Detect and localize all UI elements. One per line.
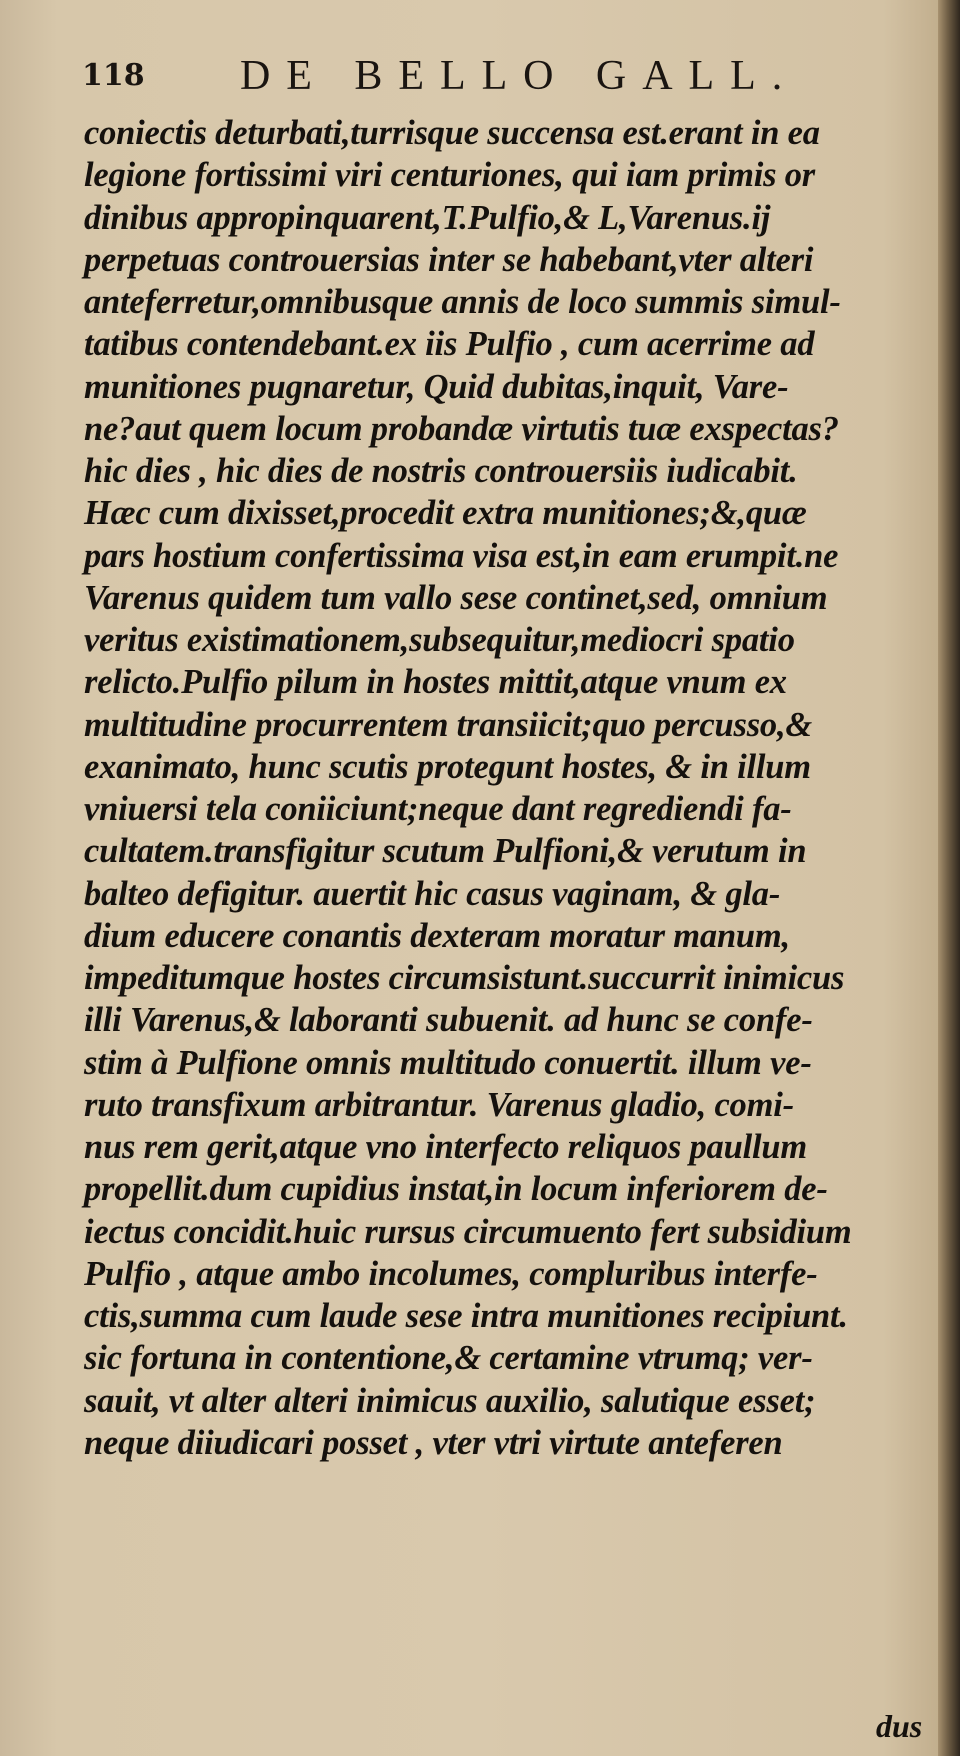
text-line: dium educere conantis dexteram moratur manum, <box>84 916 790 955</box>
text-line: relicto.Pulfio pilum in hostes mittit,atque vnum ex <box>84 663 787 702</box>
text-line: cultatem.transfigitur scutum Pulfioni,& verutum in <box>84 832 807 871</box>
text-line: illi Varenus,& laboranti subuenit. ad hunc se confe- <box>84 1001 813 1040</box>
page-number: 118 <box>82 58 145 93</box>
text-line: veritus existimationem,subsequitur,mediocri spatio <box>84 621 795 659</box>
text-line: nus rem gerit,atque vno interfecto reliquos paullum <box>84 1128 807 1166</box>
page-edge <box>938 0 960 1756</box>
text-line: iectus concidit.huic rursus circumuento fert subsidium <box>84 1212 852 1251</box>
text-line: propellit.dum cupidius instat,in locum inferiorem de- <box>84 1170 828 1209</box>
text-line: coniectis deturbati,turrisque succensa est.erant in ea <box>84 114 820 152</box>
text-line: Varenus quidem tum vallo sese continet,sed, omnium <box>84 578 828 617</box>
text-line: balteo defigitur. auertit hic casus vaginam, & gla- <box>84 874 781 913</box>
text-line: stim à Pulfione omnis multitudo conuertit. illum ve- <box>84 1043 812 1082</box>
page-header <box>82 48 842 104</box>
text-line: legione fortissimi viri centuriones, qui iam primis or <box>84 156 816 195</box>
text-line: tatibus contendebant.ex iis Pulfio , cum acerrime ad <box>84 325 815 364</box>
text-line: Pulfio , atque ambo incolumes, compluribus interfe- <box>84 1254 818 1293</box>
text-line: exanimato, hunc scutis protegunt hostes, & in illum <box>84 747 811 786</box>
text-line: anteferretur,omnibusque annis de loco summis simul- <box>84 283 841 321</box>
text-line: sic fortuna in contentione,& certamine vtrumq; ver- <box>84 1339 813 1378</box>
text-block <box>84 112 944 1464</box>
text-line: multitudine procurrentem transiicit;quo percusso,& <box>84 705 813 744</box>
text-line: impeditumque hostes circumsistunt.succurrit inimicus <box>84 959 845 997</box>
text-line: ne?aut quem locum probandæ virtutis tuæ exspectas? <box>84 409 839 448</box>
catchword: dus <box>876 1708 923 1744</box>
text-line: Hæc cum dixisset,procedit extra munitiones;&,quæ <box>84 494 807 533</box>
text-line: hic dies , hic dies de nostris controuersiis iudicabit. <box>84 452 798 490</box>
text-line: pars hostium confertissima visa est,in eam erumpit.ne <box>84 536 839 575</box>
text-line: neque diiudicari posset , vter vtri virtute anteferen <box>84 1423 783 1462</box>
text-line: ruto transfixum arbitrantur. Varenus gladio, comi- <box>84 1085 794 1124</box>
text-line: dinibus appropinquarent,T.Pulfio,& L,Varenus.ij <box>84 198 771 237</box>
text-line: munitiones pugnaretur, Quid dubitas,inquit, Vare- <box>84 367 789 406</box>
text-line: sauit, vt alter alteri inimicus auxilio, salutique esset; <box>84 1381 816 1420</box>
text-line: perpetuas controuersias inter se habebant,vter alteri <box>84 240 814 279</box>
text-line: ctis,summa cum laude sese intra munitiones recipiunt. <box>84 1297 848 1335</box>
text-line: vniuersi tela coniiciunt;neque dant regrediendi fa- <box>84 790 792 828</box>
running-head: DE BELLO GALL. <box>240 53 799 99</box>
